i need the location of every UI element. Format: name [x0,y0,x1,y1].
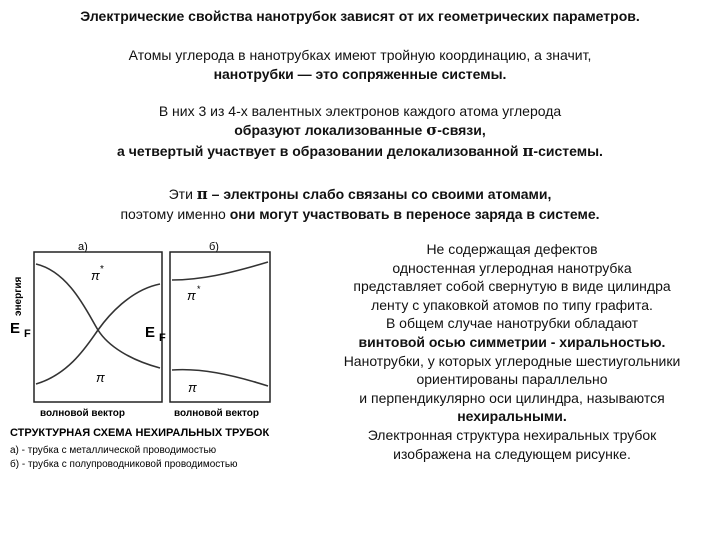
right-text-l12: изображена на следующем рисунке. [393,445,631,462]
right-text-l2: одностенная углеродная нанотрубка [392,259,632,276]
para2-line3-post: -системы. [533,143,603,159]
para1-line1: Атомы углерода в нанотрубках имеют тройную координацию, а значит, [128,47,592,63]
pi-star-label-b: π [187,288,196,303]
energy-axis-label: энергия [13,276,24,316]
fermi-label-b: E [145,324,156,341]
figure-caption-b: б) - трубка с полупроводниковой проводимостью [10,459,238,470]
figure-caption-title: СТРУКТУРНАЯ СХЕМА НЕХИРАЛЬНЫХ ТРУБОК [10,427,270,439]
pi-star-sup-a: * [100,264,104,275]
para2-line2 [0,122,720,139]
right-text-l6: винтовой осью симметрии - хиральностью. [358,333,666,350]
fermi-sub-a: F [24,328,31,340]
pi-label-b: π [188,380,197,395]
para1-line2: нанотрубки — это сопряженные системы. [213,66,507,82]
pi-star-label-a: π [91,268,100,283]
sigma-symbol: σ [426,121,438,139]
right-text-l10: нехиральными. [457,408,567,425]
para2-line1-text: В них 3 из 4-х валентных электронов каждого атома углерода [158,103,562,119]
panel-b-label: б) [209,241,219,253]
right-text-l7: Нанотрубки, у которых углеродные шестиугольники [343,352,681,369]
right-text-l9: и перпендикулярно оси цилиндра, называются [359,389,665,406]
para3-line1-post: – электроны слабо связаны со своими атомами, [207,186,552,202]
para3-line2 [0,206,720,223]
right-text-l5: В общем случае нанотрубки обладают [385,315,639,332]
para3-line1-pre: Эти [168,186,197,202]
fermi-sub-b: F [159,332,166,344]
fermi-label-a: E [10,320,21,337]
pi-symbol-2: π [196,185,208,203]
para3-line2-bold: они могут участвовать в переносе заряда в системе. [229,206,600,222]
band-b-valence [172,370,268,386]
wave-vector-label-b: волновой вектор [174,408,259,419]
pi-star-sup-b: * [197,284,201,294]
pi-symbol: π [522,142,534,160]
right-text-l3: представляет собой свернутую в виде цилиндра [353,278,671,295]
para2-line2-pre: образуют локализованные [234,122,427,138]
para2-line1 [0,103,720,120]
band-structure-figure [0,234,312,474]
para3-line1 [0,186,720,203]
para2-line2-post: -связи, [437,122,486,138]
wave-vector-label-a: волновой вектор [40,408,125,419]
panel-a-label: а) [78,241,88,253]
figure-caption-a: а) - трубка с металлической проводимостью [10,445,217,456]
slide-heading: Электрические свойства нанотрубок зависят от их геометрических параметров. [80,8,640,24]
band-a-rising [36,284,160,384]
band-b-conduction [172,262,268,280]
right-text-l8: ориентированы параллельно [416,371,608,388]
right-text-l4: ленту с упаковкой атомов по типу графита. [371,296,653,313]
para3-line2-pre: поэтому именно [120,206,230,222]
right-text-block [312,240,712,463]
para2-line3 [0,143,720,160]
right-text-l11: Электронная структура нехиральных трубок [367,426,657,443]
right-text-l1: Не содержащая дефектов [426,241,598,257]
pi-label-a: π [96,370,105,385]
para2-line3-pre: а четвертый участвует в образовании делокализованной [117,143,523,159]
